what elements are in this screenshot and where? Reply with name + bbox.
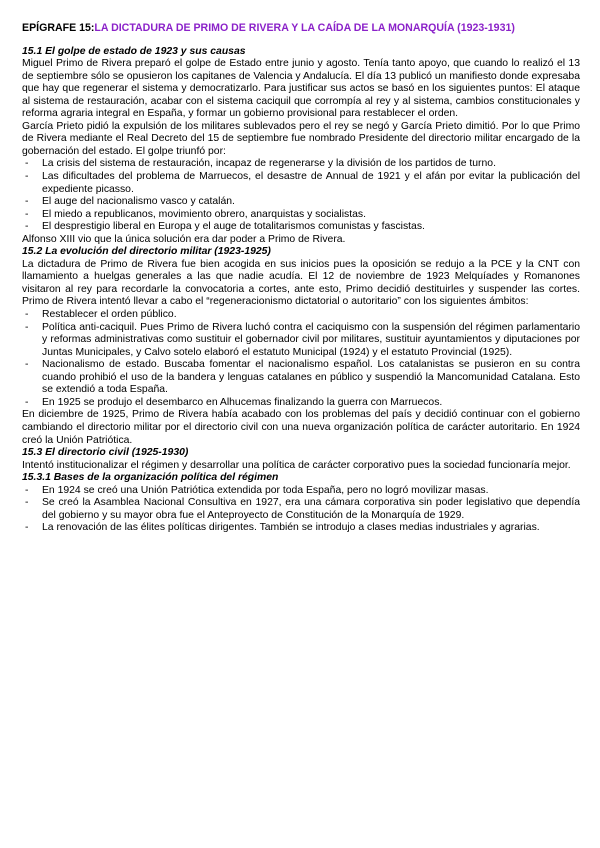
title-text: LA DICTADURA DE PRIMO DE RIVERA Y LA CAÍDA DE LA MONARQUÍA (1923-1931) bbox=[94, 22, 515, 34]
list-item: - En 1925 se produjo el desembarco en Alhucemas finalizando la guerra con Marruecos. bbox=[22, 397, 580, 410]
list-item: - La crisis del sistema de restauración, incapaz de regenerarse y la división de los partidos de turno. bbox=[22, 158, 580, 171]
list-item: - El auge del nacionalismo vasco y catalán. bbox=[22, 196, 580, 209]
section-15-1-closing: Alfonso XIII vio que la única solución era dar poder a Primo de Rivera. bbox=[22, 233, 346, 245]
document-page bbox=[22, 22, 580, 535]
section-15-3-1-list bbox=[22, 485, 580, 535]
section-15-2-list bbox=[22, 309, 580, 409]
list-item: - Nacionalismo de estado. Buscaba fomentar el nacionalismo español. Los catalanistas se pusieron en su contra cuando prohibió el uso de la bandera y lenguas catalanes en público y suspendió la Mancomunidad Catalana. Esto se extendió a toda España. bbox=[22, 359, 580, 397]
list-item: - Las dificultades del problema de Marruecos, el desastre de Annual de 1921 y el afán por evitar la publicación del expediente picasso. bbox=[22, 171, 580, 196]
section-15-1-paragraph-2: García Prieto pidió la expulsión de los militares sublevados pero el rey se negó y García Prieto dimitió. Por lo que Primo de Rivera mediante el Real Decreto del 15 de septiembre fue nombrado Presidente del directorio militar encargado de la gobernación del estado. El golpe triunfó por: bbox=[22, 120, 580, 157]
section-15-1-heading: 15.1 El golpe de estado de 1923 y sus causas bbox=[22, 45, 246, 57]
section-15-3-1-heading: 15.3.1 Bases de la organización política del régimen bbox=[22, 472, 279, 484]
list-item: - En 1924 se creó una Unión Patriótica extendida por toda España, pero no logró movilizar masas. bbox=[22, 485, 580, 498]
section-15-2-paragraph-1: La dictadura de Primo de Rivera fue bien acogida en sus inicios pues la oposición se redujo a la PCE y la CNT con llamamiento a huelgas generales a las que nadie acudía. El 12 de noviembre de 1923 Melquíades y Romanones visitaron al rey para recordarle la convocatoria a cortes, ante esto, Primo decidió destituirles y suspender las cortes. Primo de Rivera intentó llevar a cabo el “regeneracionismo dictatorial o autoritario” con los siguientes ámbitos: bbox=[22, 258, 580, 308]
list-item: - La renovación de las élites políticas dirigentes. También se introdujo a clases medias industriales y agrarias. bbox=[22, 522, 580, 535]
list-item: - El desprestigio liberal en Europa y el auge de totalitarismos comunistas y fascistas. bbox=[22, 221, 580, 234]
section-15-3-heading: 15.3 El directorio civil (1925-1930) bbox=[22, 447, 189, 459]
section-15-2-heading: 15.2 La evolución del directorio militar (1923-1925) bbox=[22, 246, 271, 258]
section-15-1-list bbox=[22, 158, 580, 233]
section-15-2-paragraph-2: En diciembre de 1925, Primo de Rivera había acabado con los problemas del país y decidió continuar con el gobierno cambiando el directorio militar por el directorio civil con una nueva organización política de carácter autoritario. En 1924 creó la Unión Patriótica. bbox=[22, 409, 580, 446]
page-title bbox=[22, 22, 580, 35]
list-item: - Política anti-caciquil. Pues Primo de Rivera luchó contra el caciquismo con la suspensión del régimen parlamentario y reformas administrativas como sustituir el gobernador civil por militares, sustituir ayuntamientos y diputaciones por Juntas Municipales, y Calvo sotelo elaboró el estatuto Municipal (1924) y el estatuto Provincial (1925). bbox=[22, 322, 580, 360]
list-item: - Restablecer el orden público. bbox=[22, 309, 580, 322]
title-prefix: EPÍGRAFE 15: bbox=[22, 22, 95, 34]
section-15-3-paragraph-1: Intentó institucionalizar el régimen y desarrollar una política de carácter corporativo pues la sociedad funcionaría mejor. bbox=[22, 459, 571, 471]
list-item: - Se creó la Asamblea Nacional Consultiva en 1927, era una cámara corporativa sin poder legislativo que dependía del gobierno y su mayor obra fue el Anteproyecto de Constitución de la Monarquía de 1929. bbox=[22, 497, 580, 522]
list-item: - El miedo a republicanos, movimiento obrero, anarquistas y socialistas. bbox=[22, 209, 580, 222]
section-15-1-paragraph-1: Miguel Primo de Rivera preparó el golpe de Estado entre junio y agosto. Tenía tanto apoyo, que cuando lo realizó el 13 de septiembre sólo se opusieron los capitanes de Valencia y Andalucía. El día 13 publicó un manifiesto donde expresaba que hay que regenerar el sistema y democratizarlo. Para justificar sus actos se basó en los siguientes puntos: El ataque al sistema de restauración, acabar con el sistema caciquil que corrompía al rey y al sistema, cambios constitucionales y reforma agraria integral en España, y formar un gobierno provisional para restablecer el orden. bbox=[22, 58, 580, 120]
